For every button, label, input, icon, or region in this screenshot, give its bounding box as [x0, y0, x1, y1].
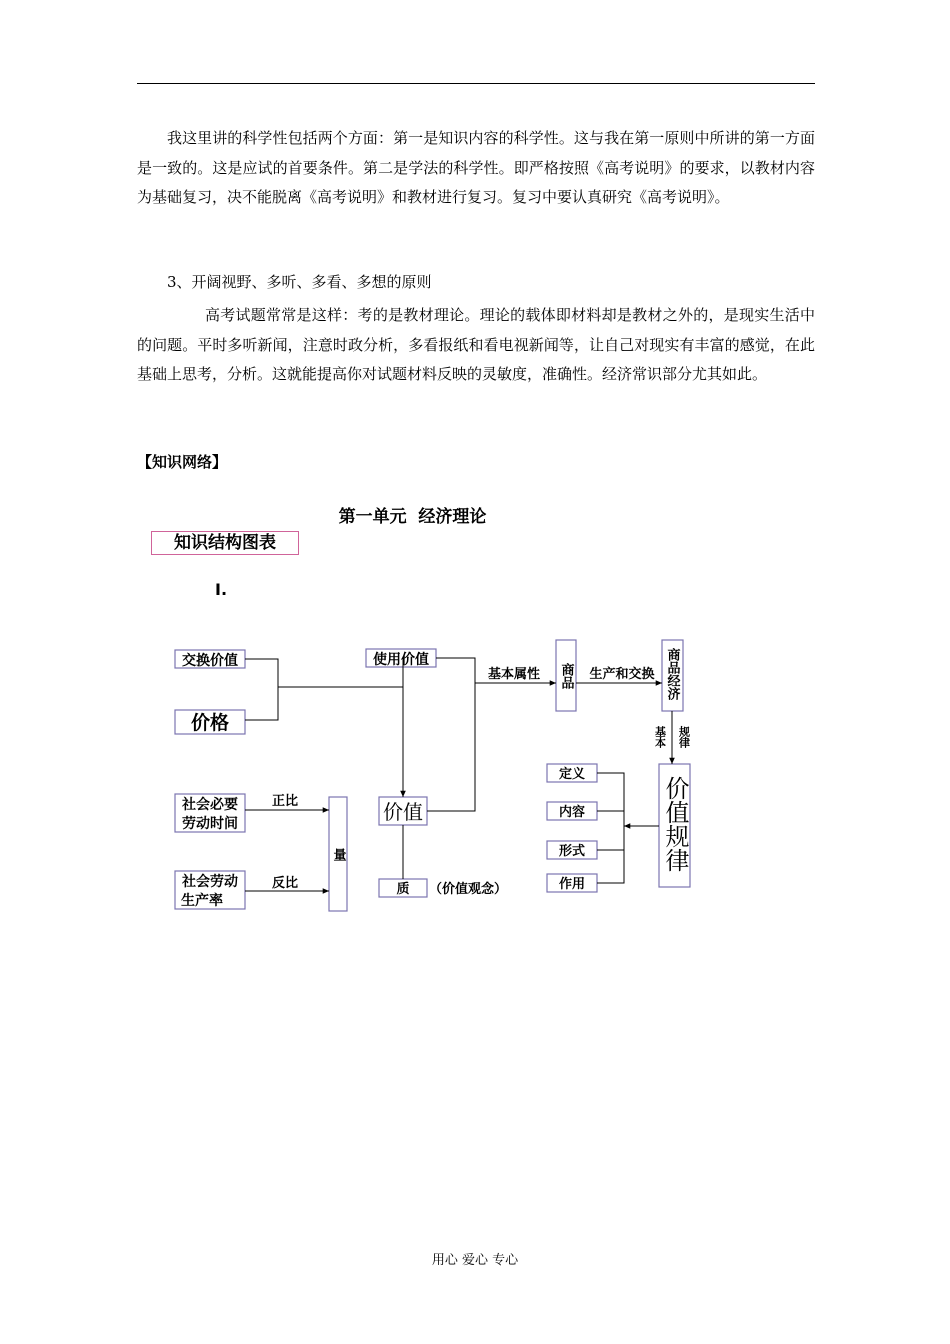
- label-snlt-1: 社会必要: [182, 797, 238, 813]
- label-commodity-economy: 商品经济: [664, 648, 680, 700]
- paragraph-scientific: 我这里讲的科学性包括两个方面：第一是知识内容的科学性。这与我在第一原则中所讲的第一方面是一致的。这是应试的首要条件。第二是学法的科学性。即严格按照《高考说明》的要求，以教材内容为基础复习，决不能脱离《高考说明》和教材进行复习。复习中要认真研究《高考说明》。: [137, 129, 815, 206]
- roman-numeral: I.: [215, 580, 228, 599]
- paragraph-principle-3: 3、开阔视野、多听、多看、多想的原则: [167, 273, 432, 291]
- unit-title: 第一单元 经济理论: [338, 507, 487, 527]
- label-quality: 质: [396, 882, 410, 897]
- label-snlt-2: 劳动时间: [182, 816, 238, 832]
- label-price: 价格: [190, 712, 230, 734]
- label-commodity: 商品: [558, 663, 574, 689]
- label-exchange-value: 交换价值: [182, 653, 238, 669]
- label-quantity: 量: [330, 848, 346, 861]
- page-footer: 用心 爱心 专心: [431, 1253, 519, 1268]
- label-value: 价值: [383, 800, 423, 824]
- label-law-of-value: 价值规律: [661, 776, 689, 872]
- line-law-bracket: [597, 773, 624, 883]
- label-direct-ratio: 正比: [271, 794, 299, 809]
- label-value-concept: （价值观念）: [428, 882, 508, 897]
- label-basic: 基本: [653, 726, 667, 748]
- section-knowledge-network: 【知识网络】: [137, 453, 228, 471]
- line-to-value: [278, 687, 403, 797]
- label-slp-1: 社会劳动: [182, 874, 238, 890]
- label-definition: 定义: [558, 767, 586, 782]
- label-slp-2: 生产率: [181, 893, 223, 909]
- line-exchange-to-price: [245, 659, 278, 720]
- label-production-exchange: 生产和交换: [589, 667, 655, 682]
- label-law: 规律: [677, 726, 691, 748]
- line-value-attributes-bracket: [427, 658, 475, 811]
- label-basic-attribute: 基本属性: [487, 667, 541, 682]
- chart-label-box: 知识结构图表: [151, 531, 299, 555]
- label-content: 内容: [558, 805, 586, 820]
- label-function: 作用: [558, 877, 586, 892]
- label-form: 形式: [558, 844, 586, 859]
- paragraph-exam-questions: 高考试题常常是这样：考的是教材理论。理论的载体即材料却是教材之外的，是现实生活中的问题。平时多听新闻，注意时政分析，多看报纸和看电视新闻等，让自己对现实有丰富的感觉，在此基础上思考，分析。这就能提高你对试题材料反映的灵敏度，准确性。经济常识部分尤其如此。: [137, 306, 815, 383]
- label-use-value: 使用价值: [373, 652, 429, 668]
- label-inverse-ratio: 反比: [271, 876, 299, 891]
